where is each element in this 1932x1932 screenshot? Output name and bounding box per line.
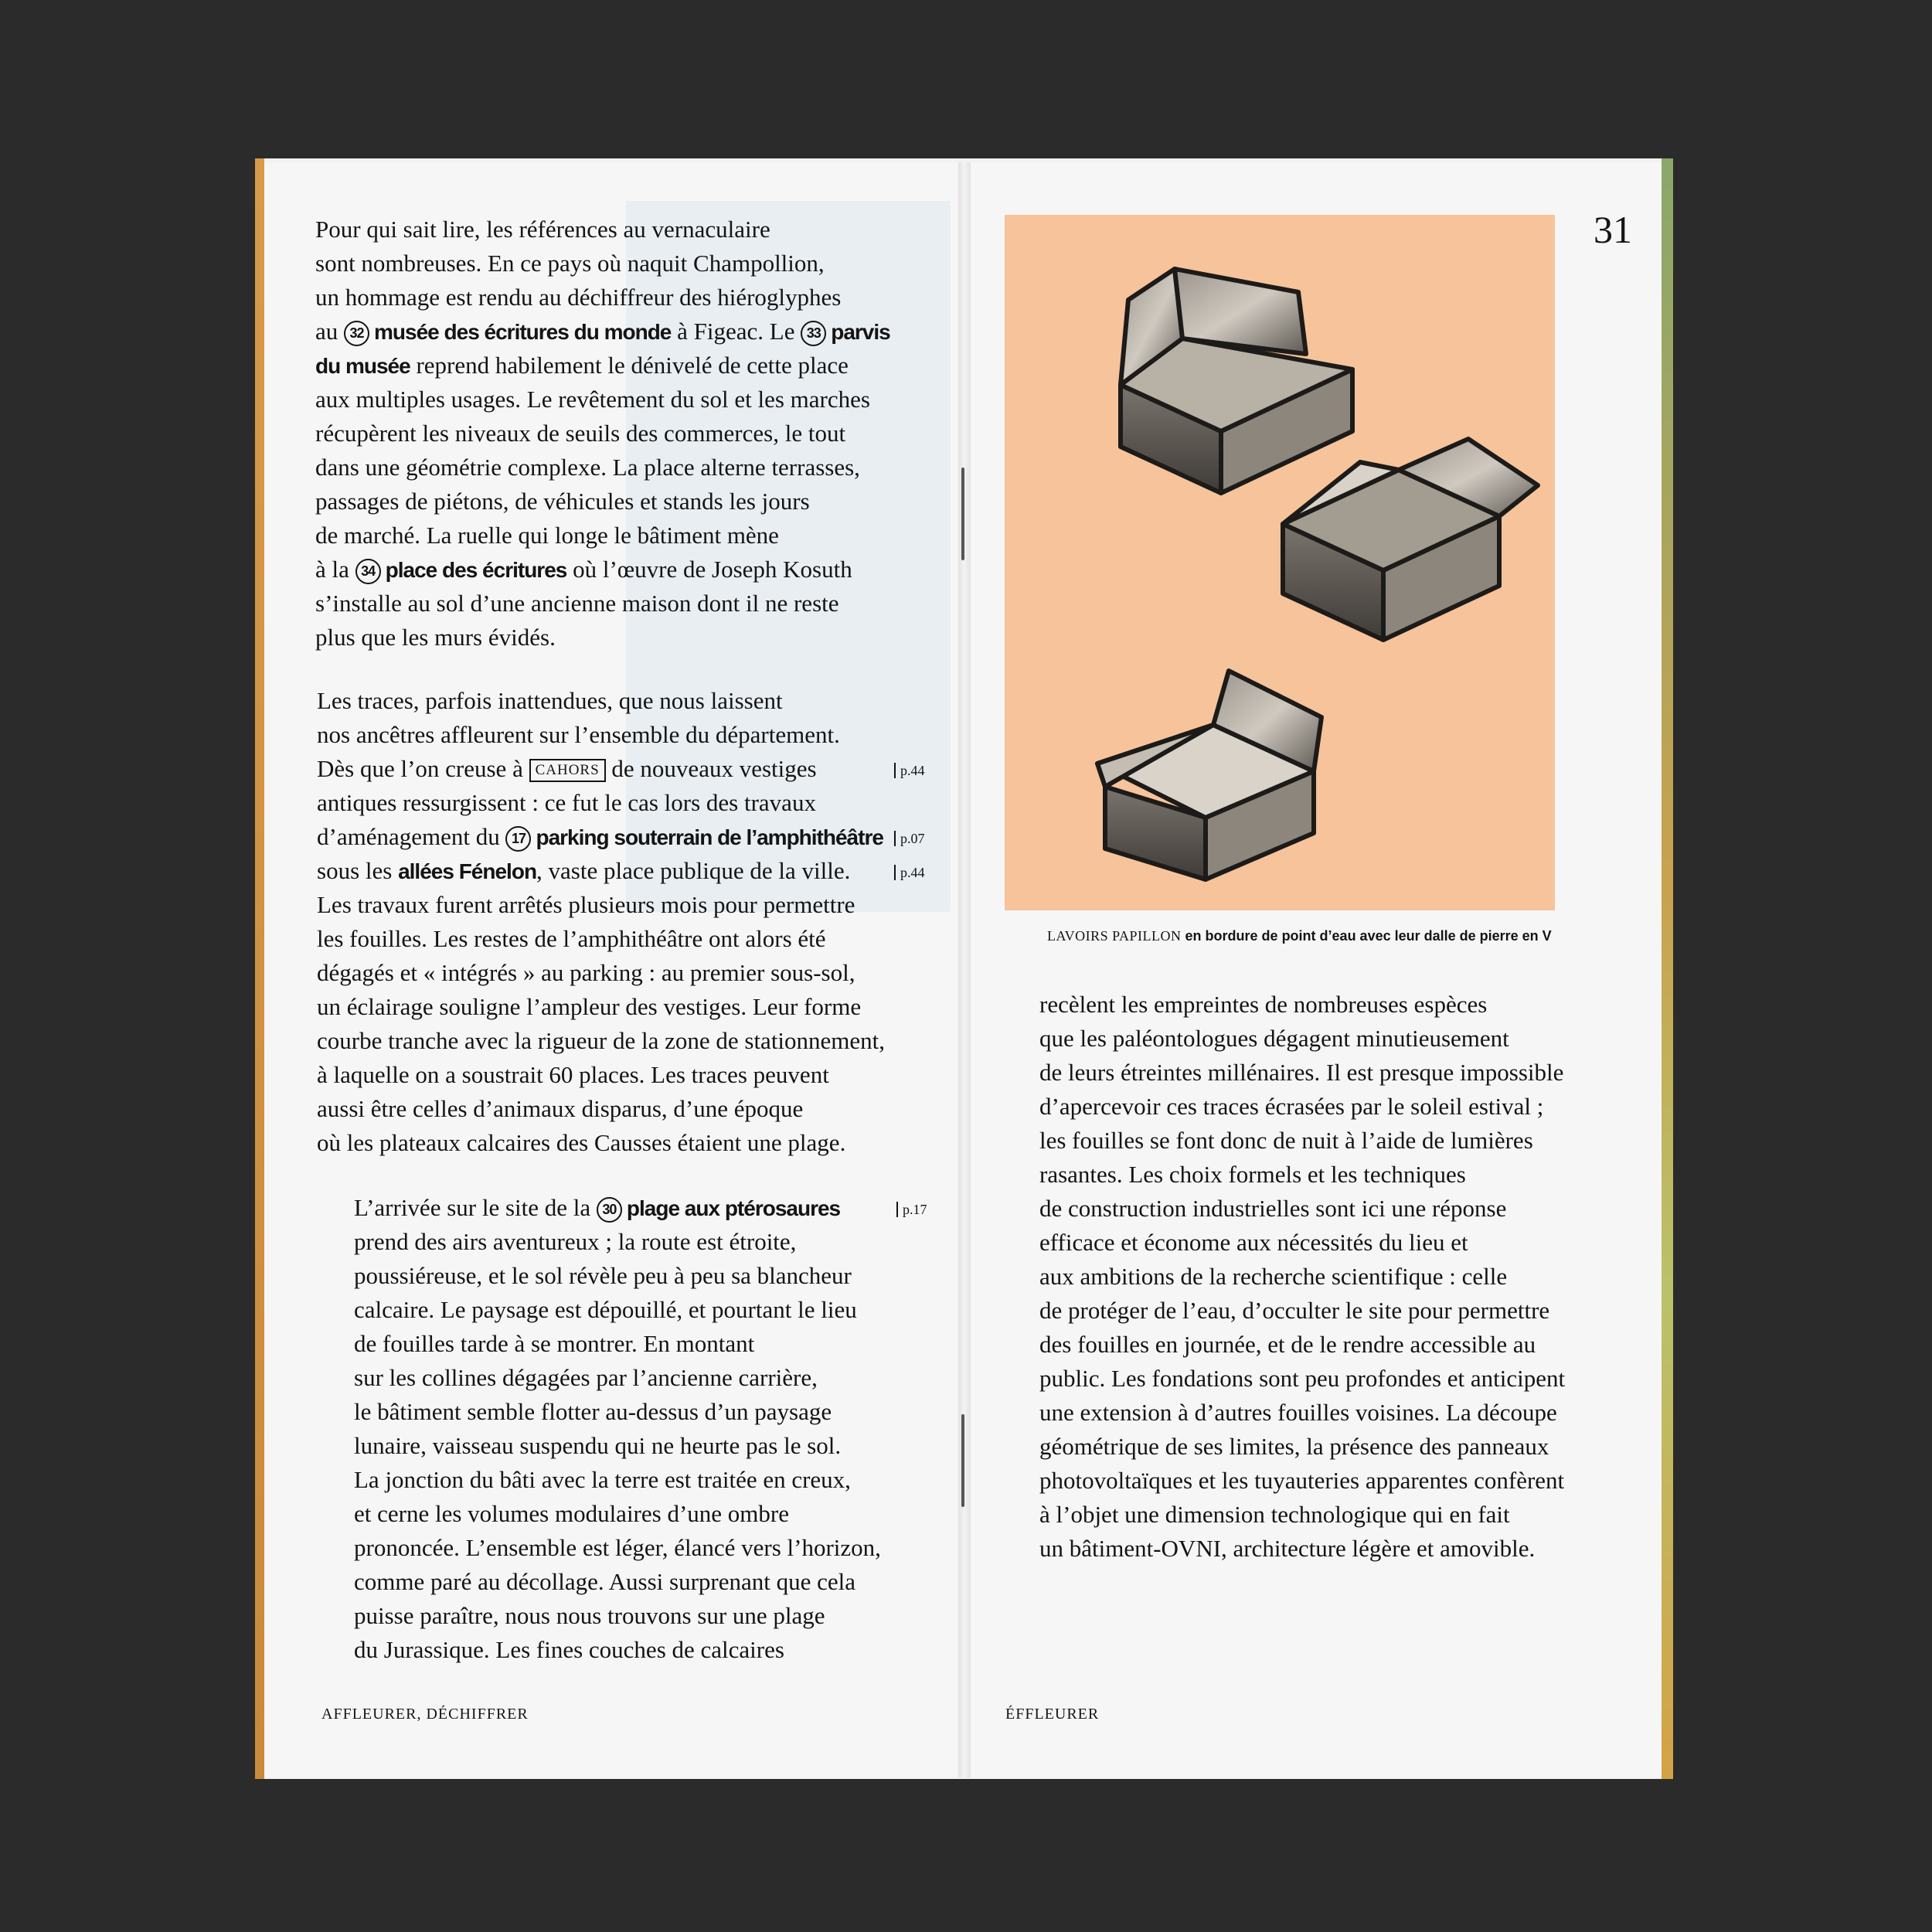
text-run: comme paré au décollage. Aussi surprenant que cela [354,1568,856,1595]
text-line [315,553,890,587]
text-line [317,1058,885,1092]
text-run: à Figeac. Le [671,318,801,345]
text-line [317,1126,885,1160]
text-run: rasantes. Les choix formels et les techniques [1039,1161,1466,1188]
text-run: Les travaux furent arrêtés plusieurs mois pour permettre [317,891,855,918]
text-line [1039,1226,1565,1260]
bold-place-name: musée des écritures du monde [374,320,672,344]
text-line [317,718,885,752]
ref-allees: p.44 [894,865,925,880]
text-line [317,1092,885,1126]
text-line [317,990,885,1024]
text-line [315,451,890,485]
bold-place-name: place des écritures [385,558,567,582]
lavoir-2 [1283,439,1538,640]
caption-text: en bordure de point d’eau avec leur dalle de pierre en V [1181,928,1552,944]
text-run: sous les [317,857,399,884]
lavoir-1 [1121,269,1352,493]
text-run: prononcée. L’ensemble est léger, élancé vers l’horizon, [354,1534,881,1561]
text-line [317,684,885,718]
lavoirs-illustration [1005,215,1555,910]
site-number-badge: 17 [505,826,531,852]
text-run: d’aménagement du [317,823,506,850]
text-run: dans une géométrie complexe. La place alterne terrasses, [315,454,860,481]
text-run: le bâtiment semble flotter au-dessus d’un paysage [354,1398,832,1425]
text-line [354,1531,881,1565]
text-run: L’arrivée sur le site de la [354,1194,597,1221]
text-run: d’apercevoir ces traces écrasées par le soleil estival ; [1039,1093,1544,1120]
text-run: de marché. La ruelle qui longe le bâtiment mène [315,522,779,549]
text-line [317,854,885,888]
text-run: de leurs étreintes millénaires. Il est presque impossible [1039,1059,1564,1086]
ref-parking: p.07 [894,831,925,846]
right-running-footer: ÉFFLEURER [1005,1706,1100,1723]
text-run: efficace et économe aux nécessités du lieu et [1039,1229,1468,1256]
text-line [315,485,890,519]
text-line [317,820,885,854]
text-run: nos ancêtres affleurent sur l’ensemble du département. [317,721,840,748]
text-run: calcaire. Le paysage est dépouillé, et pourtant le lieu [354,1296,857,1323]
text-line [315,621,890,655]
text-line [1039,1328,1565,1362]
text-run: à la [315,556,355,583]
text-run: un éclairage souligne l’ampleur des vestiges. Leur forme [317,993,862,1020]
right-page-edge [1662,158,1673,1779]
text-line [315,213,890,247]
text-line [1039,988,1565,1022]
text-run: à l’objet une dimension technologique qui en fait [1039,1501,1510,1528]
text-run: des fouilles en journée, et de le rendre accessible au [1039,1331,1536,1358]
text-line [1039,1192,1565,1226]
text-run: que les paléontologues dégagent minutieusement [1039,1025,1509,1052]
text-line [354,1191,881,1225]
text-run: public. Les fondations sont peu profondes et anticipent [1039,1365,1566,1392]
text-line [354,1497,881,1531]
text-run: prend des airs aventureux ; la route est étroite, [354,1228,797,1255]
figure-caption [1047,928,1552,944]
text-line [354,1395,881,1429]
text-run: dégagés et « intégrés » au parking : au premier sous-sol, [317,959,855,986]
text-run: La jonction du bâti avec la terre est traitée en creux, [354,1466,851,1493]
text-line [315,315,890,349]
text-run: un bâtiment-OVNI, architecture légère et amovible. [1039,1535,1536,1562]
text-line [315,383,890,417]
left-paragraph-1 [315,213,890,655]
bold-place-name: allées Fénelon [398,859,537,883]
text-run: un hommage est rendu au déchiffreur des hiéroglyphes [315,284,842,311]
text-line [315,281,890,315]
ref-cahors: p.44 [894,763,925,778]
staple-top [961,468,964,560]
text-run: géométrique de ses limites, la présence des panneaux [1039,1433,1549,1460]
left-paragraph-3 [354,1191,881,1667]
ref-plage: p.17 [896,1202,927,1217]
text-line [354,1225,881,1259]
text-run: où l’œuvre de Joseph Kosuth [566,556,852,583]
text-line [1039,1158,1565,1192]
text-run: de construction industrielles sont ici une réponse [1039,1195,1507,1222]
text-line [1039,1056,1565,1090]
text-line [354,1599,881,1633]
left-page-edge [255,158,264,1779]
text-run: récupèrent les niveaux de seuils des commerces, le tout [315,420,846,447]
text-run: Dès que l’on creuse à [317,755,529,782]
city-tag: CAHORS [529,759,606,782]
right-paragraph [1039,988,1565,1566]
gutter [958,162,971,1777]
text-run: où les plateaux calcaires des Causses étaient une plage. [317,1129,846,1156]
text-line [1039,1464,1565,1498]
text-line [317,786,885,820]
text-run: antiques ressurgissent : ce fut le cas lors des travaux [317,789,816,816]
caption-label: LAVOIRS PAPILLON [1047,928,1182,944]
text-line [354,1327,881,1361]
text-line [354,1429,881,1463]
lavoir-3 [1097,671,1321,879]
text-line [354,1633,881,1667]
text-run: photovoltaïques et les tuyauteries apparentes confèrent [1039,1467,1565,1494]
bold-place-name: parvis [831,320,890,344]
site-number-badge: 33 [801,321,826,346]
text-line [315,349,890,383]
text-line [315,519,890,553]
text-run: de protéger de l’eau, d’occulter le site pour permettre [1039,1297,1550,1324]
text-line [1039,1396,1565,1430]
text-line [1039,1430,1565,1464]
page-number: 31 [1594,208,1632,251]
lavoirs-drawing [1005,215,1555,910]
text-run: aussi être celles d’animaux disparus, d’une époque [317,1095,804,1122]
text-line [1039,1498,1565,1532]
text-run: à laquelle on a soustrait 60 places. Les traces peuvent [317,1061,829,1088]
left-paragraph-2 [317,684,885,1160]
bold-place-name: du musée [315,354,410,378]
text-line [1039,1090,1565,1124]
site-number-badge: 30 [597,1197,622,1223]
text-run: une extension à d’autres fouilles voisines. La découpe [1039,1399,1557,1426]
text-line [317,956,885,990]
text-run: courbe tranche avec la rigueur de la zone de stationnement, [317,1027,886,1054]
text-run: , vaste place publique de la ville. [536,857,851,884]
text-run: plus que les murs évidés. [315,624,556,651]
text-run: poussiéreuse, et le sol révèle peu à peu sa blancheur [354,1262,852,1289]
text-run: s’installe au sol d’une ancienne maison dont il ne reste [315,590,839,617]
text-line [317,752,885,786]
bold-place-name: parking souterrain de l’amphithéâtre [536,825,883,849]
text-run: de nouveaux vestiges [605,755,817,782]
site-number-badge: 34 [355,559,381,584]
text-run: puisse paraître, nous nous trouvons sur une plage [354,1602,825,1629]
text-line [1039,1022,1565,1056]
text-line [315,247,890,281]
text-line [1039,1362,1565,1396]
text-run: Pour qui sait lire, les références au vernaculaire [315,216,770,243]
text-run: lunaire, vaisseau suspendu qui ne heurte pas le sol. [354,1432,842,1459]
site-number-badge: 32 [344,321,369,346]
left-running-footer: AFFLEURER, DÉCHIFFRER [321,1706,529,1723]
text-line [1039,1260,1565,1294]
text-run: recèlent les empreintes de nombreuses espèces [1039,991,1488,1018]
text-run: aux multiples usages. Le revêtement du sol et les marches [315,386,870,413]
text-run: reprend habilement le dénivelé de cette place [410,352,849,379]
text-line [317,922,885,956]
text-run: les fouilles. Les restes de l’amphithéâtre ont alors été [317,925,826,952]
text-line [317,888,885,922]
text-line [354,1361,881,1395]
staple-bottom [961,1414,964,1507]
text-line [354,1259,881,1293]
text-line [354,1463,881,1497]
text-run: du Jurassique. Les fines couches de calcaires [354,1636,784,1663]
text-run: aux ambitions de la recherche scientifique : celle [1039,1263,1508,1290]
text-run: les fouilles se font donc de nuit à l’aide de lumières [1039,1127,1533,1154]
text-run: au [315,318,345,345]
text-line [354,1565,881,1599]
bold-place-name: plage aux ptérosaures [626,1196,841,1220]
text-run: de fouilles tarde à se montrer. En montant [354,1330,755,1357]
text-run: sur les collines dégagées par l’ancienne carrière, [354,1364,818,1391]
text-line [354,1293,881,1327]
text-line [317,1024,885,1058]
text-line [315,417,890,451]
text-line [315,587,890,621]
text-run: et cerne les volumes modulaires d’une ombre [354,1500,789,1527]
text-run: passages de piétons, de véhicules et stands les jours [315,488,810,515]
text-run: Les traces, parfois inattendues, que nous laissent [317,687,783,714]
text-line [1039,1294,1565,1328]
text-line [1039,1124,1565,1158]
text-run: sont nombreuses. En ce pays où naquit Champollion, [315,250,825,277]
text-line [1039,1532,1565,1566]
